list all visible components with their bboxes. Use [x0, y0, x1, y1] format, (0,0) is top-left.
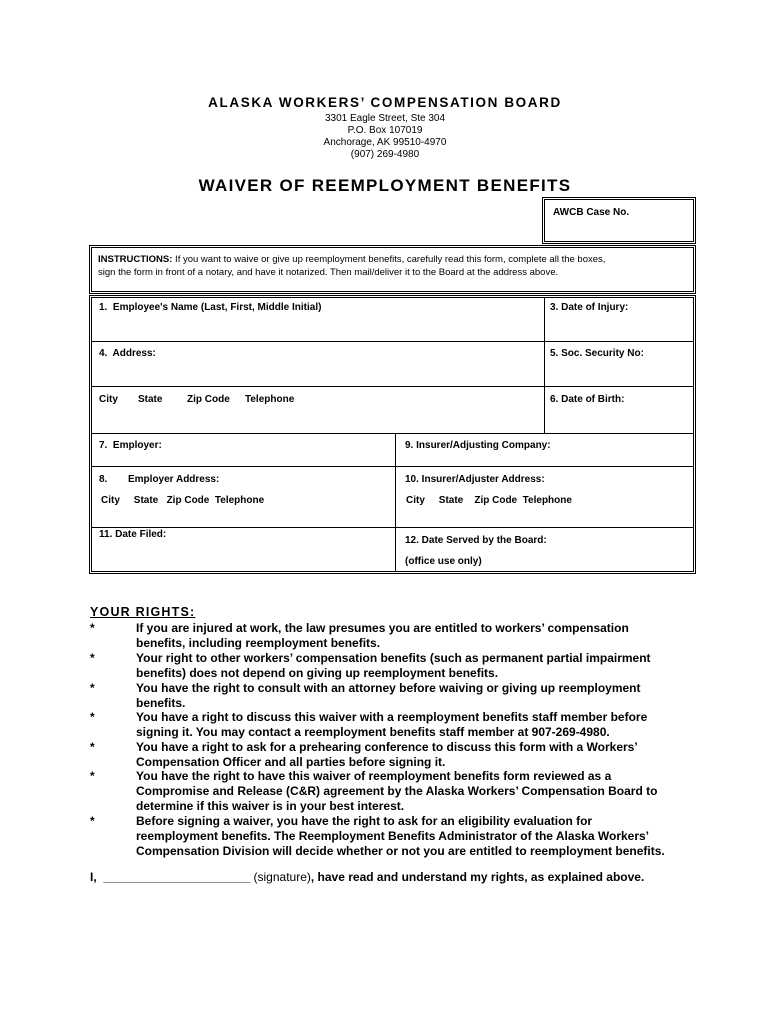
- right-7-line-3: Compensation Division will decide whether or not you are entitled to reemployment benefits.: [136, 844, 665, 858]
- right-6-line-3: determine if this waiver is in your best interest.: [136, 799, 405, 813]
- bullet-6: *: [90, 769, 95, 783]
- date-of-birth-field[interactable]: 6. Date of Birth:: [550, 394, 625, 405]
- right-item-7: [136, 814, 697, 859]
- right-4-line-2: signing it. You may contact a reemployment benefits staff member at 907-269-4980.: [136, 725, 610, 739]
- right-4-line-1: You have a right to discuss this waiver with a reemployment benefits staff member before: [136, 710, 648, 724]
- right-2-line-1: Your right to other workers’ compensation benefits (such as permanent partial impairment: [136, 651, 651, 665]
- insurer-field[interactable]: 9. Insurer/Adjusting Company:: [405, 440, 551, 451]
- right-5-line-2: Compensation Officer and all parties before signing it.: [136, 755, 446, 769]
- right-item-5: [136, 740, 697, 770]
- adjuster-address-field[interactable]: 10. Insurer/Adjuster Address:: [405, 474, 545, 485]
- right-item-2: [136, 651, 697, 681]
- bullet-4: *: [90, 710, 95, 724]
- right-7-line-2: reemployment benefits. The Reemployment Benefits Administrator of the Alaska Workers’: [136, 829, 650, 843]
- board-title: ALASKA WORKERS’ COMPENSATION BOARD: [208, 95, 562, 110]
- signature-prefix: I,: [90, 870, 97, 884]
- bullet-1: *: [90, 621, 95, 635]
- right-5-line-1: You have a right to ask for a prehearing conference to discuss this form with a Workers’: [136, 740, 638, 754]
- employer-field[interactable]: 7. Employer:: [99, 440, 162, 451]
- right-item-6: [136, 769, 697, 814]
- instructions-line-1: [98, 253, 688, 266]
- state-field[interactable]: State: [138, 394, 163, 405]
- employer-address-number: 8.: [99, 474, 108, 485]
- signature-blank[interactable]: ______________________: [103, 870, 251, 884]
- address-line-1: 3301 Eagle Street, Ste 304: [324, 113, 446, 124]
- employer-city-state-zip[interactable]: City State Zip Code Telephone: [101, 495, 265, 506]
- ssn-field[interactable]: 5. Soc. Security No:: [550, 348, 644, 359]
- right-3-line-1: You have the right to consult with an attorney before waiving or giving up reemployment: [136, 681, 641, 695]
- bullet-2: *: [90, 651, 95, 665]
- city-field[interactable]: City: [99, 394, 118, 405]
- bullet-5: *: [90, 740, 95, 754]
- bullet-3: *: [90, 681, 95, 695]
- signature-label: (signature): [253, 870, 311, 884]
- right-item-3: [136, 681, 697, 711]
- right-3-line-2: benefits.: [136, 696, 186, 710]
- right-item-4: [136, 710, 697, 740]
- office-use-note: (office use only): [405, 556, 482, 567]
- date-of-injury-field[interactable]: 3. Date of Injury:: [550, 302, 629, 313]
- address-field[interactable]: 4. Address:: [99, 348, 156, 359]
- date-served-field[interactable]: 12. Date Served by the Board:: [405, 535, 547, 546]
- case-number-label: AWCB Case No.: [553, 207, 630, 218]
- employee-name-field[interactable]: 1. Employee's Name (Last, First, Middle Initial): [99, 302, 322, 313]
- right-2-line-2: benefits) does not depend on giving up reemployment benefits.: [136, 666, 499, 680]
- right-item-1: [136, 621, 697, 651]
- date-filed-field[interactable]: 11. Date Filed:: [99, 529, 167, 540]
- employer-address-field[interactable]: Employer Address:: [128, 474, 220, 485]
- telephone-field[interactable]: Telephone: [245, 394, 295, 405]
- adjuster-city-state-zip[interactable]: City State Zip Code Telephone: [406, 495, 572, 506]
- instructions-line-2: sign the form in front of a notary, and have it notarized. Then mail/deliver it to the Board at the address above.: [98, 267, 559, 278]
- claim-info-form: [89, 295, 696, 574]
- case-number-box[interactable]: [542, 197, 696, 244]
- address-line-2: P.O. Box 107019: [347, 125, 423, 136]
- instructions-label: INSTRUCTIONS:: [98, 254, 173, 265]
- form-title: WAIVER OF REEMPLOYMENT BENEFITS: [198, 176, 572, 195]
- right-7-line-1: Before signing a waiver, you have the right to ask for an eligibility evaluation for: [136, 814, 593, 828]
- signature-suffix: , have read and understand my rights, as explained above.: [310, 870, 645, 884]
- zip-field[interactable]: Zip Code: [187, 394, 230, 405]
- right-6-line-1: You have the right to have this waiver of reemployment benefits form reviewed as a: [136, 769, 612, 783]
- bullet-7: *: [90, 814, 95, 828]
- phone-number: (907) 269-4980: [350, 149, 420, 160]
- address-line-3: Anchorage, AK 99510-4970: [323, 137, 447, 148]
- right-1-line-2: benefits, including reemployment benefits.: [136, 636, 381, 650]
- right-6-line-2: Compromise and Release (C&R) agreement by the Alaska Workers’ Compensation Board to: [136, 784, 658, 798]
- your-rights-heading: YOUR RIGHTS:: [90, 605, 196, 619]
- right-1-line-1: If you are injured at work, the law presumes you are entitled to workers’ compensation: [136, 621, 629, 635]
- instructions-text-1: If you want to waive or give up reemployment benefits, carefully read this form, complete all the boxes,: [172, 254, 606, 265]
- signature-statement: [90, 870, 644, 884]
